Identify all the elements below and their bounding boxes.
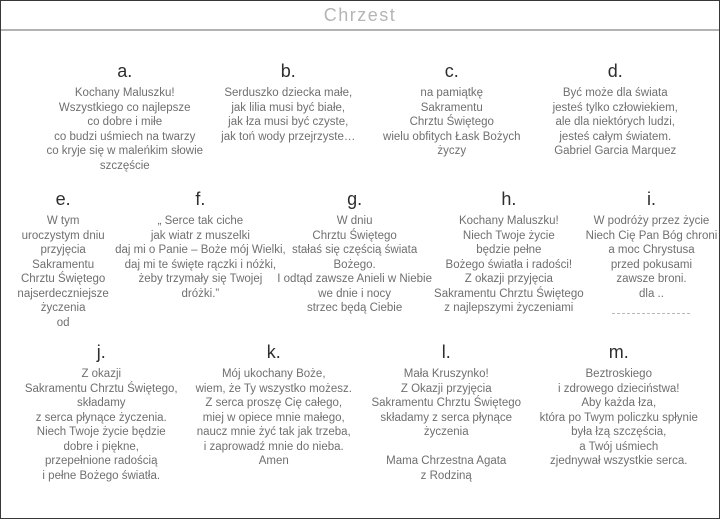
- verse-line: strzec będą Ciebie: [306, 302, 403, 314]
- verse-line: Chrztu Świętego: [312, 229, 397, 242]
- verse-line: dobre i piękne,: [63, 440, 139, 453]
- verse-line: daj mi o Panie – Boże mój Wielki,: [115, 244, 286, 256]
- verse-line: Z okazji przyjęcia: [464, 273, 553, 285]
- signature-line: [612, 313, 690, 314]
- verse-line: z najlepszymi życzeniami: [444, 302, 574, 314]
- verse-line: I odtąd zawsze Anieli w Niebie: [277, 273, 432, 285]
- verse-label: d.: [607, 61, 623, 81]
- verse-line: „ Serce tak ciche: [157, 215, 244, 227]
- verse-label: a.: [117, 61, 133, 81]
- verse-label: b.: [280, 61, 296, 81]
- verse-block-b: [207, 61, 371, 173]
- verse-block-d: [534, 61, 698, 173]
- verse-line: Gabriel Garcia Marquez: [554, 145, 677, 157]
- verse-line: naucz mnie żyć tak jak trzeba,: [196, 426, 351, 438]
- verse-block-e: [3, 189, 123, 330]
- verse-line: przed pokusami: [610, 258, 693, 271]
- verse-label: e.: [55, 189, 71, 209]
- verse-block-g: [278, 189, 432, 330]
- verse-line: jesteś całym światem.: [559, 130, 672, 143]
- verse-line: Chrztu Świętego: [409, 116, 494, 128]
- verse-block-a: [43, 61, 207, 173]
- verse-line: uroczystym dniu: [21, 229, 105, 242]
- verse-row: [1, 342, 719, 483]
- verse-line: co dobre i miłe: [87, 116, 163, 128]
- verse-block-l: [360, 342, 533, 483]
- verse-line: szczęście: [99, 159, 150, 172]
- verse-line: stałaś się częścią świata: [291, 244, 418, 256]
- verse-line: a moc Chrystusa: [608, 244, 695, 256]
- verse-line: zawsze broni.: [616, 273, 687, 285]
- verse-label: h.: [501, 189, 517, 209]
- verse-line: a Twój uśmiech: [579, 440, 659, 453]
- verse-line: Aby każda łza,: [581, 397, 657, 409]
- verse-line: Beztroskiego: [585, 368, 652, 380]
- verse-line: Sakramentu Chrztu Świętego: [371, 397, 522, 409]
- verse-line: jak wiatr z muszelki: [150, 229, 250, 242]
- verse-line: i zdrowego dzieciństwa!: [558, 382, 680, 395]
- verse-line: Chrztu Świętego: [20, 273, 106, 285]
- verse-line: Amen: [258, 455, 289, 467]
- verse-line: przyjęcia: [40, 244, 86, 256]
- verse-label: f.: [195, 189, 206, 209]
- verse-line: Bożego światła i radości!: [445, 258, 573, 271]
- verse-label: i.: [646, 189, 656, 209]
- verse-line: Z serca proszę Cię całego,: [205, 397, 343, 409]
- verses-container: [1, 61, 719, 483]
- verse-block-m: [533, 342, 706, 483]
- verse-line: od: [56, 316, 70, 329]
- verse-line: jak toń wody przejrzyste…: [221, 130, 356, 143]
- verse-line: Sakramentu Chrztu Świętego,: [24, 382, 178, 395]
- verse-line: W dniu: [336, 215, 373, 227]
- verse-line: Sakramentu Chrztu Świętego: [434, 287, 584, 300]
- verse-block-f: [115, 189, 286, 330]
- verse-line: Kochany Maluszku!: [458, 215, 559, 227]
- verse-line: ale dla niektórych ludzi,: [555, 116, 676, 128]
- verse-line: Wszystkiego co najlepsze: [58, 101, 191, 114]
- verse-label: g.: [347, 189, 363, 209]
- verse-line: W podróży przez życie: [593, 215, 710, 227]
- verse-line: przepełnione radością: [44, 455, 158, 467]
- verse-block-k: [188, 342, 361, 483]
- verse-line: składamy z serca płynące: [380, 411, 513, 424]
- verse-block-h: [432, 189, 586, 330]
- verse-line: dróżki.”: [181, 287, 220, 300]
- verse-label: j.: [96, 342, 106, 362]
- page-title: Chrzest: [323, 4, 397, 25]
- verse-line: Niech Twoje życie będzie: [36, 426, 166, 438]
- verse-line: zjednywał wszystkie serca.: [550, 455, 688, 467]
- verse-line: żeby trzymały się Twojej: [138, 273, 263, 285]
- verse-label: m.: [608, 342, 629, 362]
- verse-line: życzenia: [423, 426, 469, 438]
- verse-line: wiem, że Ty wszystko możesz.: [195, 382, 352, 395]
- verse-line: życzenia: [40, 302, 86, 314]
- verse-line: Niech Cię Pan Bóg chroni: [585, 229, 718, 242]
- verse-line: we dnie i nocy: [318, 287, 392, 300]
- verse-line: Sakramentu: [420, 101, 483, 114]
- verse-line: dla ..: [639, 287, 664, 300]
- verse-line: będzie pełne: [476, 244, 542, 256]
- verse-line: jak łza musi być czyste,: [228, 116, 349, 128]
- verse-line: składamy: [76, 397, 126, 409]
- verse-line: Mój ukochany Boże,: [221, 368, 326, 380]
- verse-line: co budzi uśmiech na twarzy: [54, 130, 196, 143]
- verse-line: Sakramentu: [32, 258, 95, 271]
- verse-line: miej w opiece mnie małego,: [202, 411, 345, 424]
- verse-label: l.: [441, 342, 451, 362]
- verse-line: z serca płynące życzenia.: [35, 411, 167, 424]
- verse-line: Bożego.: [333, 258, 376, 271]
- verse-line: co kryje się w maleńkim słowie: [46, 145, 204, 157]
- verse-line: Z okazji: [81, 368, 122, 380]
- verse-line: z Rodziną: [420, 469, 472, 482]
- verse-line: Kochany Maluszku!: [74, 87, 175, 99]
- verse-row: [1, 61, 719, 173]
- verse-line: na pamiątkę: [420, 87, 484, 99]
- verse-line: jak lilia musi być białe,: [231, 101, 346, 114]
- verse-block-i: [586, 189, 717, 330]
- verse-line: W tym: [46, 215, 80, 227]
- verse-line: i zaprowadź mnie do nieba.: [203, 440, 344, 453]
- verse-line: Serduszko dziecka małe,: [224, 87, 353, 99]
- verse-line: życzy: [437, 145, 467, 157]
- verse-line: Z Okazji przyjęcia: [400, 382, 492, 395]
- verse-line: Mała Kruszynko!: [403, 368, 489, 380]
- verse-row: [1, 189, 719, 330]
- verse-block-j: [15, 342, 188, 483]
- document-header: [1, 1, 719, 31]
- verse-line: która po Twym policzku spłynie: [539, 411, 698, 424]
- verse-line: daj mi te święte rączki i nóżki,: [124, 258, 277, 271]
- verse-line: wielu obfitych Łask Bożych: [383, 130, 521, 143]
- verse-label: c.: [444, 61, 459, 81]
- verse-block-c: [370, 61, 534, 173]
- verse-line: Niech Twoje życie: [462, 229, 555, 242]
- verse-line: jesteś tylko człowiekiem,: [552, 101, 678, 114]
- verse-line: była łzą szczęścia,: [571, 426, 667, 438]
- verse-line: najserdeczniejsze: [17, 287, 109, 300]
- verse-line: i pełne Bożego światła.: [42, 469, 161, 482]
- verse-line: Mama Chrzestna Agata: [386, 455, 507, 467]
- verse-line: Być może dla świata: [562, 87, 668, 99]
- verse-label: k.: [266, 342, 281, 362]
